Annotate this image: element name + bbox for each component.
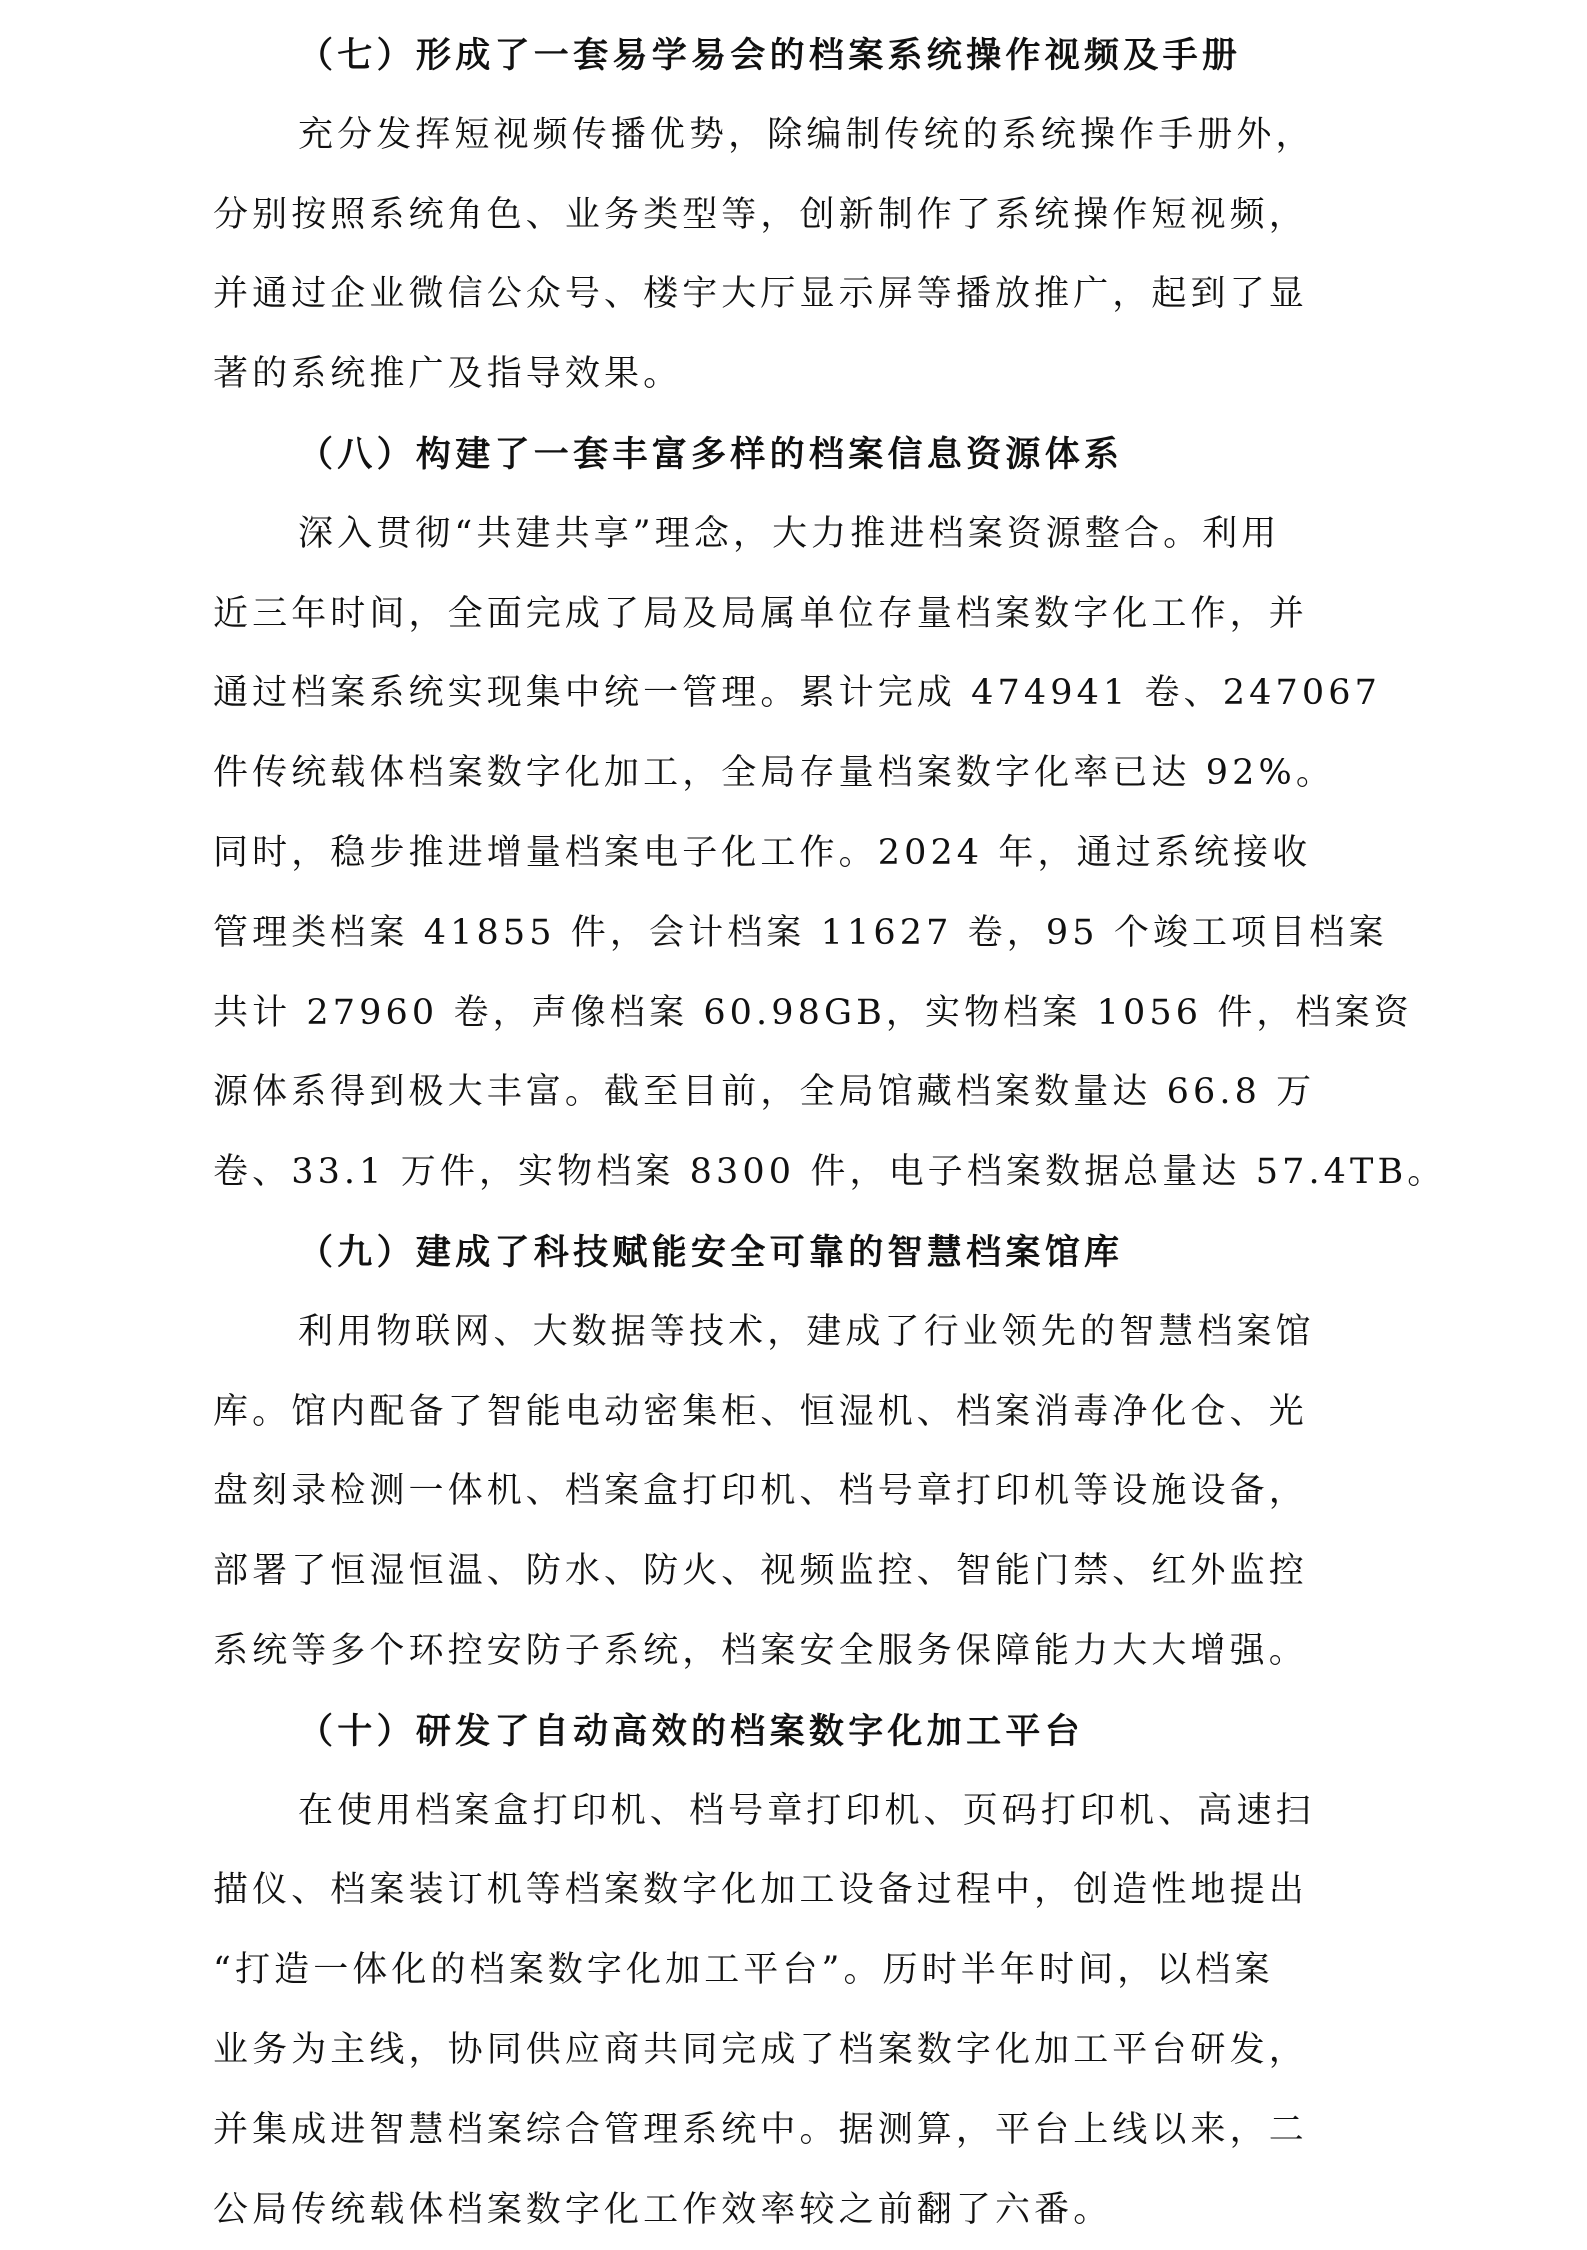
paragraph-line: 源体系得到极大丰富。截至目前，全局馆藏档案数量达 66.8 万 [213,1072,1316,1113]
paragraph-line: 共计 27960 卷，声像档案 60.98GB，实物档案 1056 件，档案资 [213,992,1413,1033]
section-heading [0,1213,1587,1293]
paragraph-line: 深入贯彻“共建共享”理念，大力推进档案资源整合。利用 [298,513,1281,554]
section-heading [0,415,1587,495]
paragraph-line: 利用物联网、大数据等技术，建成了行业领先的智慧档案馆 [298,1311,1315,1352]
heading-text: （十）研发了自动高效的档案数字化加工平台 [298,1710,1085,1752]
section-heading [0,1692,1587,1772]
paragraph-line: 系统等多个环控安防子系统，档案安全服务保障能力大大增强。 [213,1630,1308,1671]
paragraph-line: 公局传统载体档案数字化工作效率较之前翻了六番。 [213,2189,1113,2230]
paragraph-line: 描仪、档案装订机等档案数字化加工设备过程中，创造性地提出 [213,1870,1308,1911]
paragraph-line: 并通过企业微信公众号、楼宇大厅显示屏等播放推广，起到了显 [213,274,1308,315]
section-heading [0,16,1587,96]
paragraph-line: “打造一体化的档案数字化加工平台”。历时半年时间，以档案 [213,1950,1274,1991]
paragraph-line: 同时，稳步推进增量档案电子化工作。2024 年，通过系统接收 [213,832,1312,873]
paragraph-line: 部署了恒湿恒温、防水、防火、视频监控、智能门禁、红外监控 [213,1551,1308,1592]
heading-text: （八）构建了一套丰富多样的档案信息资源体系 [298,433,1124,475]
section-8 [0,415,1587,1213]
paragraph-line: 通过档案系统实现集中统一管理。累计完成 474941 卷、247067 [213,673,1381,714]
paragraph-line: 件传统载体档案数字化加工，全局存量档案数字化率已达 92%。 [213,753,1335,794]
paragraph-line: 充分发挥短视频传播优势，除编制传统的系统操作手册外， [298,114,1315,155]
paragraph [0,1293,1587,1692]
paragraph-line: 盘刻录检测一体机、档案盒打印机、档号章打印机等设施设备， [213,1471,1308,1512]
paragraph-line: 卷、33.1 万件，实物档案 8300 件，电子档案数据总量达 57.4TB。 [213,1152,1447,1193]
paragraph-line: 并集成进智慧档案综合管理系统中。据测算，平台上线以来，二 [213,2109,1308,2150]
section-7 [0,16,1587,415]
paragraph-line: 业务为主线，协同供应商共同完成了档案数字化加工平台研发， [213,2029,1308,2070]
heading-text: （九）建成了科技赋能安全可靠的智慧档案馆库 [298,1231,1124,1273]
paragraph-line: 近三年时间，全面完成了局及局属单位存量档案数字化工作，并 [213,593,1308,634]
section-9 [0,1213,1587,1692]
heading-text: （七）形成了一套易学易会的档案系统操作视频及手册 [298,35,1242,76]
section-10 [0,1692,1587,2250]
paragraph-line: 管理类档案 41855 件，会计档案 11627 卷，95 个竣工项目档案 [213,912,1388,953]
document-page [0,16,1587,2250]
paragraph-line: 著的系统推广及指导效果。 [213,354,683,395]
paragraph [0,495,1587,1213]
paragraph-line: 在使用档案盒打印机、档号章打印机、页码打印机、高速扫 [298,1790,1315,1831]
paragraph [0,1772,1587,2250]
paragraph [0,96,1587,415]
paragraph-line: 库。馆内配备了智能电动密集柜、恒湿机、档案消毒净化仓、光 [213,1391,1308,1432]
paragraph-line: 分别按照系统角色、业务类型等，创新制作了系统操作短视频， [213,194,1308,235]
